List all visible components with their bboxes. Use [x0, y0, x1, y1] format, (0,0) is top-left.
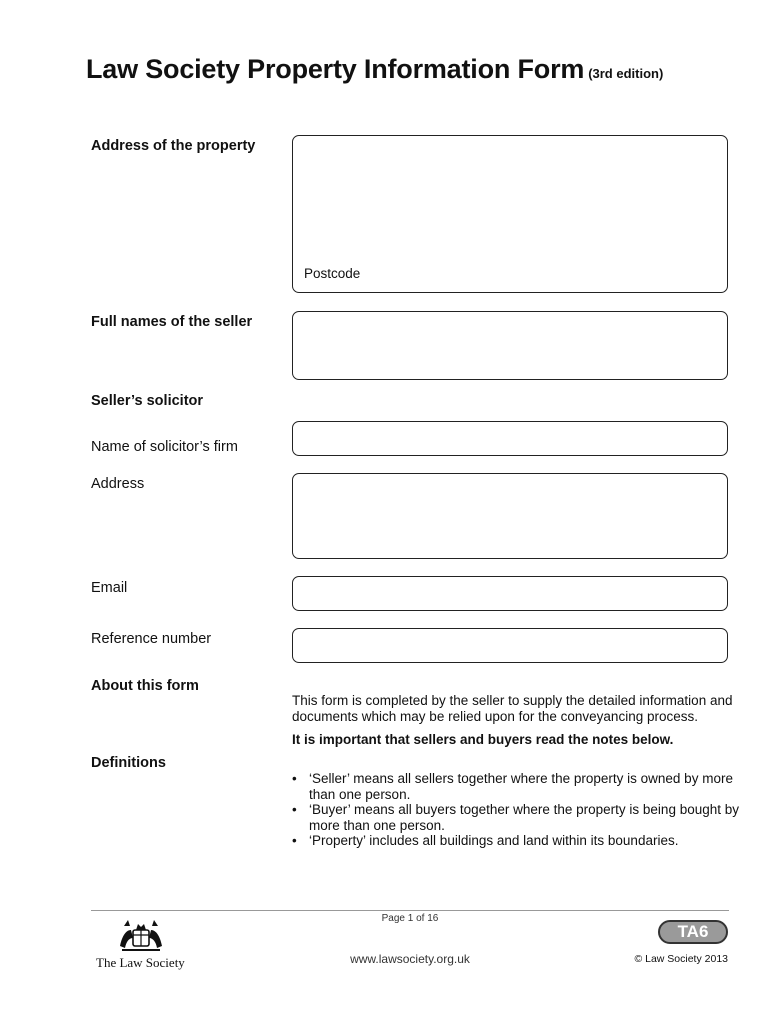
definitions-list	[292, 771, 747, 849]
list-item: • ‘Seller’ means all sellers together where the property is owned by more than one person.	[292, 771, 747, 802]
important-note: It is important that sellers and buyers read the notes below.	[292, 732, 674, 747]
firm-name-label: Name of solicitor’s firm	[91, 439, 238, 455]
email-label: Email	[91, 580, 128, 596]
page-title	[86, 54, 663, 85]
postcode-label: Postcode	[304, 266, 361, 281]
copyright-notice: © Law Society 2013	[634, 953, 728, 965]
law-society-crest-icon	[116, 916, 166, 954]
form-edition: (3rd edition)	[588, 66, 664, 81]
about-heading: About this form	[91, 678, 199, 694]
reference-field[interactable]	[292, 628, 728, 663]
solicitor-address-label: Address	[91, 476, 145, 492]
law-society-logo-text: The Law Society	[96, 955, 185, 970]
page-number: Page 1 of 16	[381, 913, 439, 924]
firm-name-field[interactable]	[292, 421, 728, 456]
website-link[interactable]: www.lawsociety.org.uk	[350, 952, 470, 966]
seller-names-label: Full names of the seller	[91, 314, 253, 330]
address-label: Address of the property	[91, 138, 256, 154]
email-field[interactable]	[292, 576, 728, 611]
form-title: Law Society Property Information Form	[86, 54, 585, 84]
solicitor-heading: Seller’s solicitor	[91, 393, 204, 409]
form-code-badge: TA6	[658, 920, 728, 944]
definitions-heading: Definitions	[91, 755, 166, 771]
list-item: • ‘Property’ includes all buildings and land within its boundaries.	[292, 833, 747, 849]
footer-divider	[91, 910, 729, 911]
list-item: • ‘Buyer’ means all buyers together where the property is being bought by more than one person.	[292, 802, 747, 833]
seller-names-field[interactable]	[292, 311, 728, 380]
solicitor-address-field[interactable]	[292, 473, 728, 559]
about-text: This form is completed by the seller to supply the detailed information and documents which may be relied upon for the conveyancing process.	[292, 693, 733, 724]
reference-label: Reference number	[91, 631, 212, 647]
